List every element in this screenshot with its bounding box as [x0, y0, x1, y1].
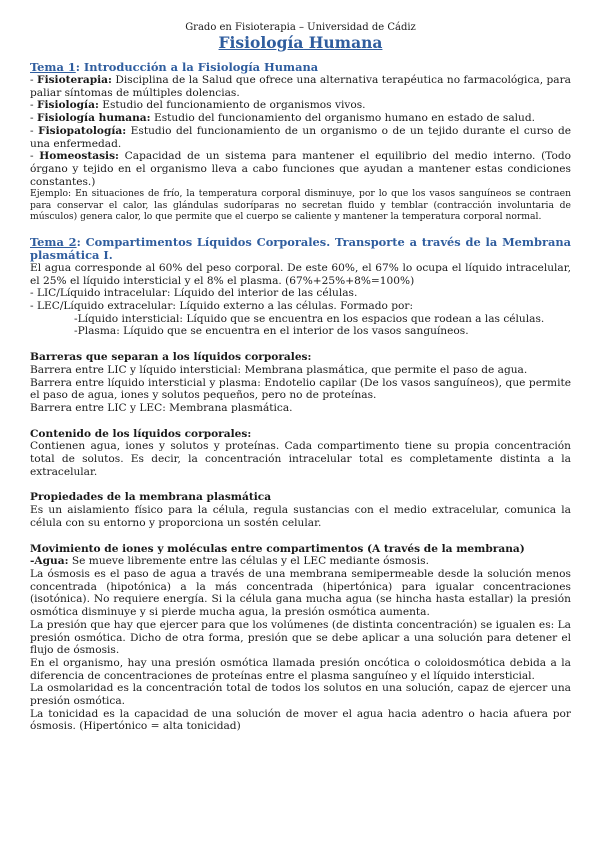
- definition-fisiologia-humana: [30, 112, 571, 125]
- presion-oncotica-paragraph: En el organismo, hay una presión osmótica llamada presión oncótica o coloidosmótica debida a la diferencia de concentraciones de proteínas entre el plasma sanguíneo y el líquido intersticial.: [30, 656, 571, 682]
- term: Fisiología humana:: [36, 112, 151, 125]
- bullet: -: [30, 74, 38, 86]
- movimiento-heading: Movimiento de iones y moléculas entre compartimentos (A través de la membrana): [30, 542, 525, 555]
- barreras-heading: Barreras que separan a los líquidos corporales:: [30, 351, 312, 364]
- lic-line: - LIC/Líquido intracelular: Líquido del interior de las células.: [30, 287, 358, 300]
- term: Fisiopatología:: [38, 124, 127, 137]
- lec-line: - LEC/Líquido extracelular: Líquido externo a las células. Formado por:: [30, 300, 414, 313]
- term: Fisiología:: [36, 99, 99, 112]
- barrera-item: Barrera entre LIC y LEC: Membrana plasmática.: [30, 401, 293, 414]
- presion-osmotica-paragraph: La presión que hay que ejercer para que los volúmenes (de distinta concentración) se igualen es: La presión osmótica. Dicho de otra forma, presión que se debe aplicar a una solución para detener el flujo de ósmosis.: [30, 618, 571, 657]
- barrera-item: Barrera entre líquido intersticial y plasma: Endotelio capilar (De los vasos sanguíneos), que permite el paso de agua, iones y solutos pequeños, pero no de proteínas.: [30, 376, 571, 402]
- agua-term: -Agua:: [30, 555, 69, 568]
- term: Fisioterapia:: [37, 74, 112, 86]
- contenido-heading: Contenido de los líquidos corporales:: [30, 427, 252, 440]
- tema1-heading: [30, 61, 571, 74]
- agua-line: [30, 555, 571, 568]
- agua-text: Se mueve libremente entre las células y el LEC mediante ósmosis.: [68, 555, 429, 568]
- bullet: -: [30, 124, 39, 137]
- definition-fisiopatologia: [30, 125, 571, 150]
- definition-fisiologia: [30, 99, 571, 112]
- contenido-paragraph: Contienen agua, iones y solutos y proteínas. Cada compartimento tiene su propia concentración total de solutos. Es decir, la concentración intracelular total es completamente distinta a la extracelular.: [30, 440, 571, 478]
- definition-text: Estudio del funcionamiento de organismos vivos.: [98, 99, 366, 112]
- tema2-title: : Compartimentos Líquidos Corporales. Transporte a través de la Membrana plasmática I.: [30, 234, 571, 262]
- header-subtitle: Grado en Fisioterapia – Universidad de Cádiz: [185, 22, 416, 33]
- lec-sub-item: -Plasma: Líquido que se encuentra en el interior de los vasos sanguíneos.: [74, 325, 469, 338]
- tonicidad-paragraph: La tonicidad es la capacidad de una solución de mover el agua hacia adentro o hacia afuera por ósmosis. (Hipertónico = alta tonicidad): [30, 707, 571, 733]
- tema2-heading: [30, 236, 571, 262]
- definition-text: Disciplina de la Salud que ofrece una alternativa terapéutica no farmacológica, para paliar síntomas de múltiples dolencias.: [30, 74, 571, 99]
- term: Homeostasis:: [39, 150, 119, 163]
- bullet: -: [30, 150, 40, 163]
- page-title: Fisiología Humana: [218, 33, 383, 52]
- definition-text: Capacidad de un sistema para mantener el equilibrio del medio interno. (Todo órgano y tejido en el organismo lleva a cabo funciones que ayudan a mantener estas condiciones constantes.): [30, 150, 571, 188]
- osmosis-paragraph: La ósmosis es el paso de agua a través de una membrana semipermeable desde la solución menos concentrada (hipotónica) a la más concentrada (hipertónica) para igualar concentraciones (isotónica). No requiere energía. Si la célula gana mucha agua (se hincha hasta estallar) la presión osmótica disminuye y si pierde mucha agua, la presión osmótica aumenta.: [30, 568, 571, 619]
- bullet: -: [30, 112, 37, 125]
- tema1-label: Tema 1: [30, 60, 76, 74]
- tema2-intro: El agua corresponde al 60% del peso corporal. De este 60%, el 67% lo ocupa el líquido intracelular, el 25% el líquido intersticial y el 8% el plasma. (67%+25%+8%=100%): [30, 261, 571, 287]
- tema1-title: : Introducción a la Fisiología Humana: [75, 60, 319, 74]
- definition-fisioterapia: [30, 74, 571, 99]
- propiedades-paragraph: Es un aislamiento físico para la célula, regula sustancias con el medio extracelular, comunica la célula con su entorno y proporciona un sostén celular.: [30, 504, 571, 529]
- tema2-label: Tema 2: [30, 234, 77, 249]
- example-paragraph: Ejemplo: En situaciones de frío, la temperatura corporal disminuye, por lo que los vasos sanguíneos se contraen para conservar el calor, las glándulas sudoríparas no secretan fluido y temblar (contracción involuntaria de músculos) genera calor, lo que permite que el cuerpo se caliente y mantener la temperatura corporal normal.: [30, 188, 571, 222]
- definition-text: Estudio del funcionamiento del organismo humano en estado de salud.: [150, 112, 536, 125]
- definition-text: Estudio del funcionamiento de un organismo o de un tejido durante el curso de una enfermedad.: [30, 124, 571, 150]
- lec-sub-item: -Líquido intersticial: Líquido que se encuentra en los espacios que rodean a las células.: [74, 312, 545, 325]
- definition-homeostasis: [30, 150, 571, 188]
- bullet: -: [30, 99, 37, 112]
- barrera-item: Barrera entre LIC y líquido intersticial: Membrana plasmática, que permite el paso de agua.: [30, 363, 528, 376]
- propiedades-heading: Propiedades de la membrana plasmática: [30, 491, 272, 504]
- osmolaridad-paragraph: La osmolaridad es la concentración total de todos los solutos en una solución, capaz de ejercer una presión osmótica.: [30, 682, 571, 708]
